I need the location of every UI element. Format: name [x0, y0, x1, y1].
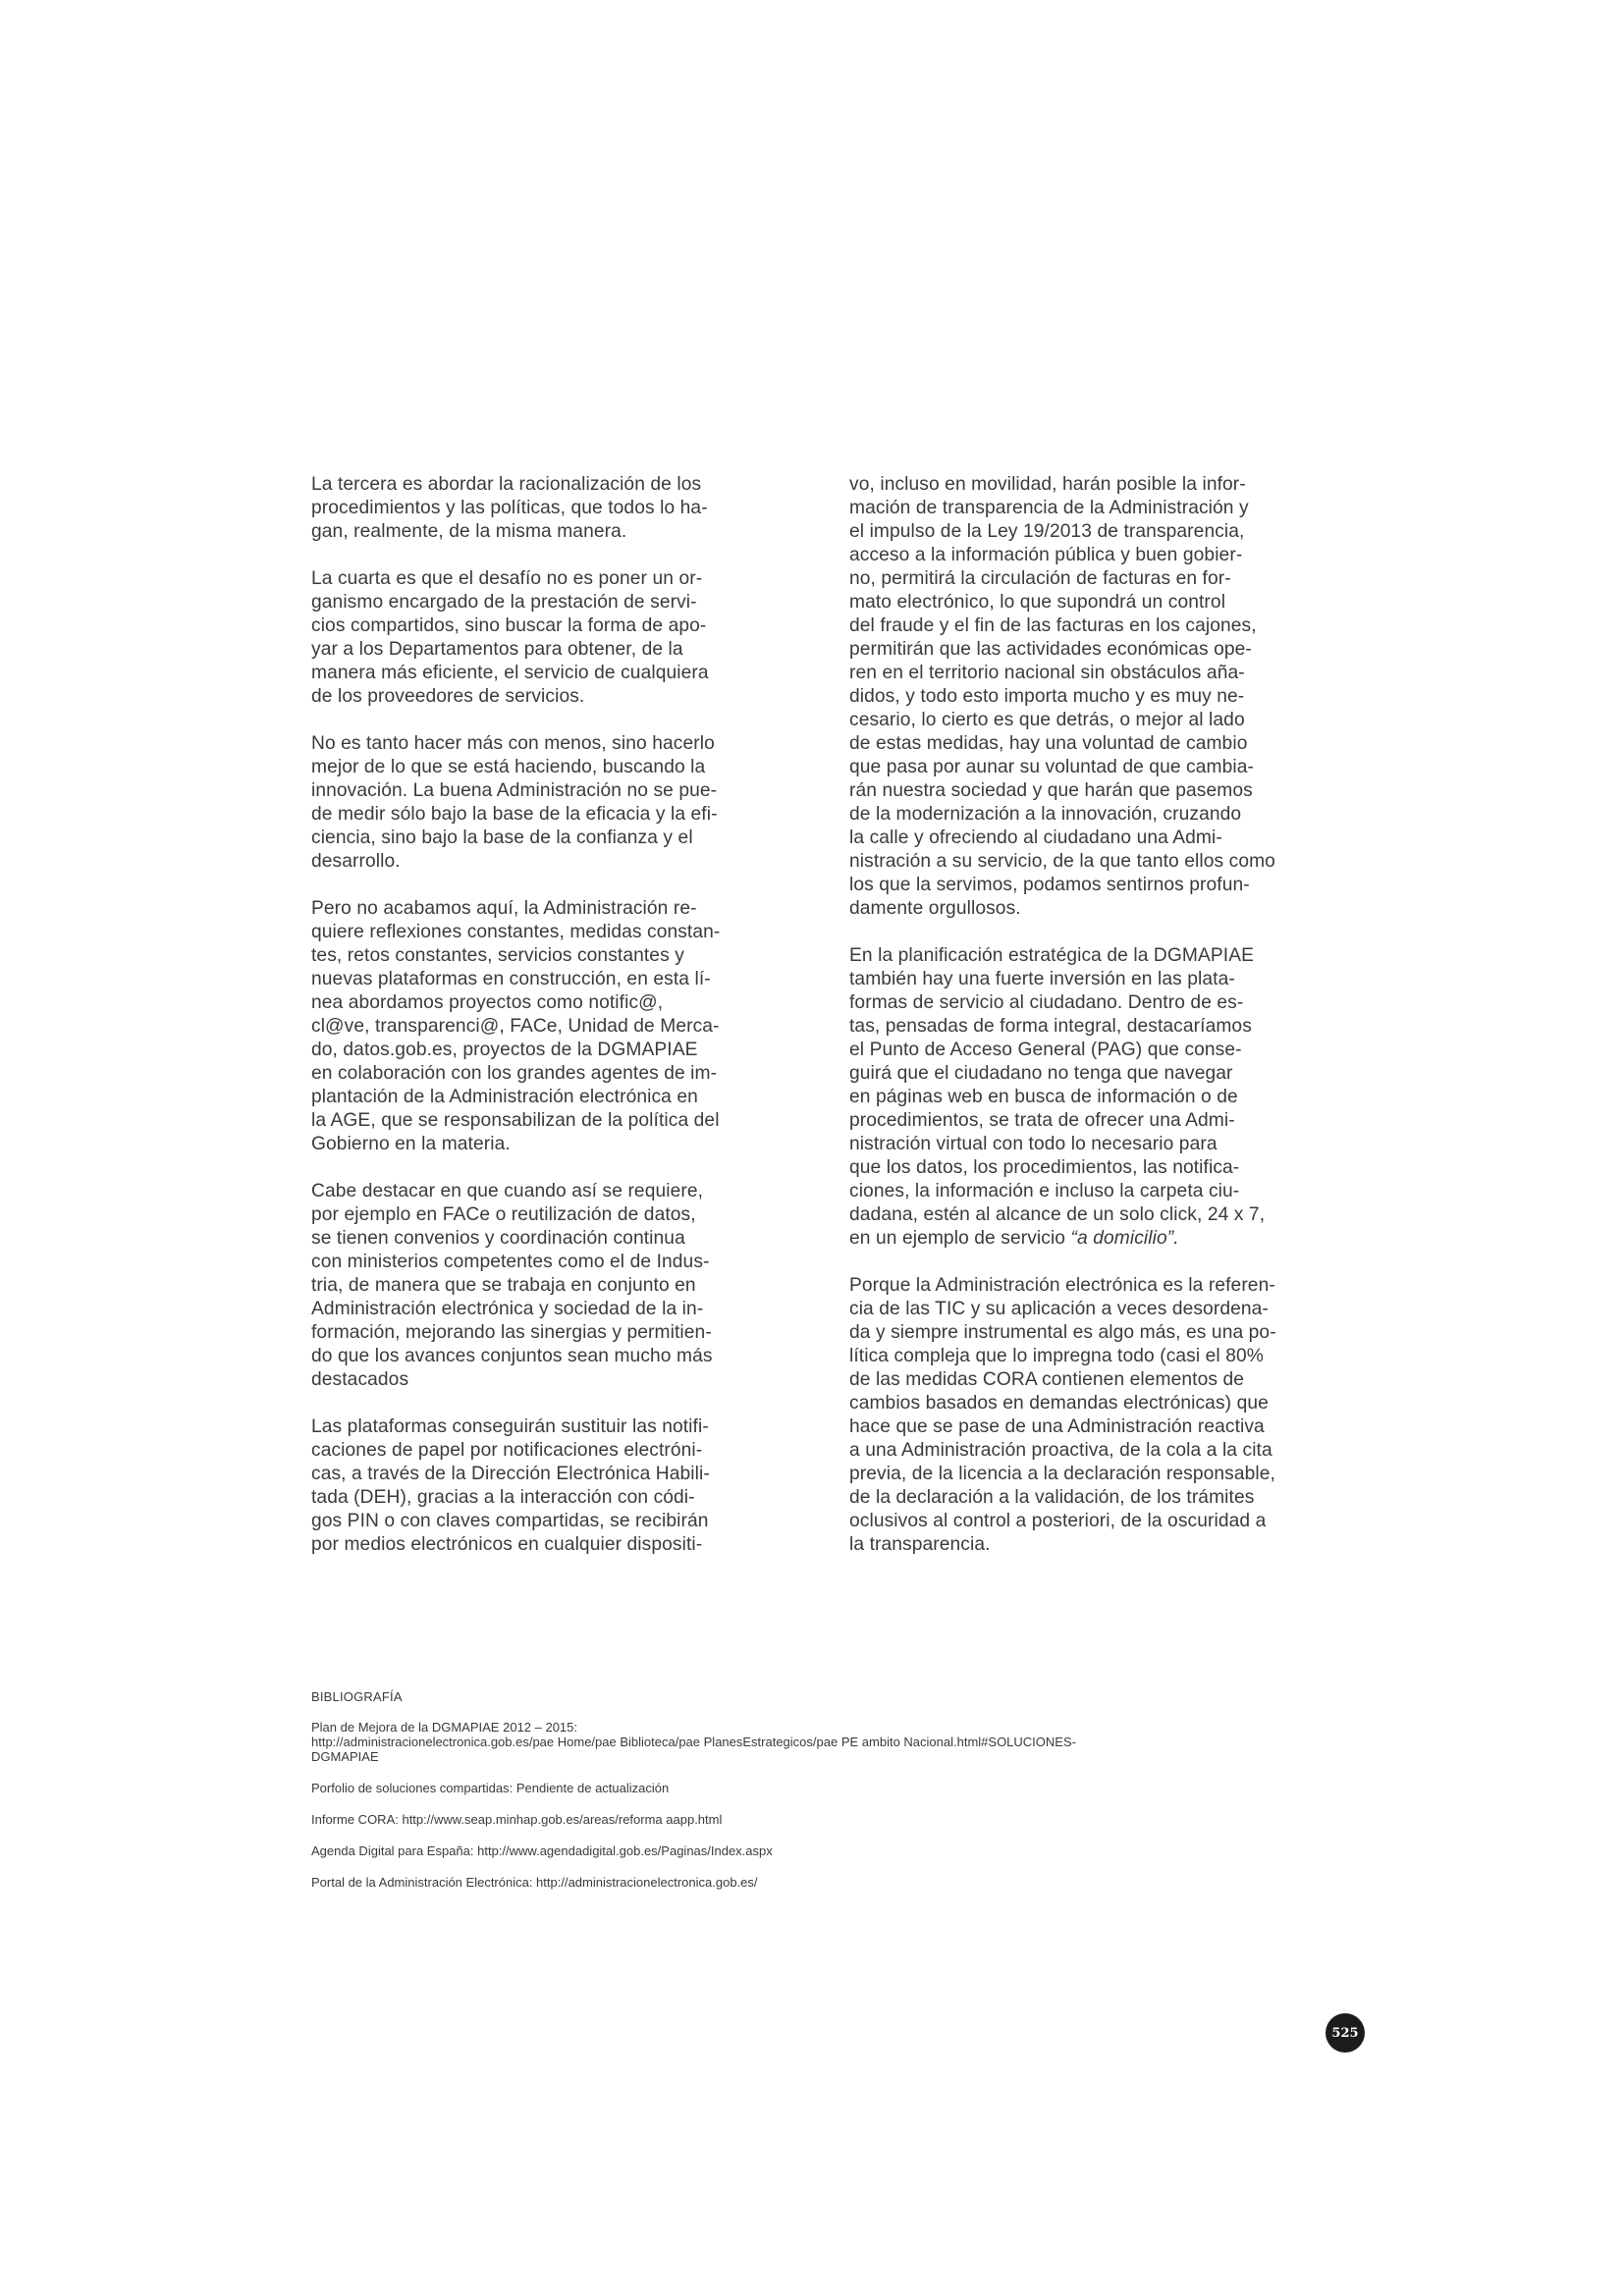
page-number-badge: 525 [1326, 2013, 1365, 2053]
paragraph-text: En la planificación estratégica de la DGMAPIAE también hay una fuerte inversión en las plata- formas de servicio al ciudadano. Dentro de es- tas, pensadas de forma integral, destacaríamos el Punto de Acceso General (PAG) que conse- guirá que el ciudadano no tenga que navegar en páginas web en busca de información o de procedimientos, se trata de ofrecer una Admi- nistración virtual con todo lo necesario para que los datos, los procedimientos, las notifica- ciones, la información e incluso la carpeta ciu- dadana, estén al alcance de un solo click, 24 x 7, en un ejemplo de servicio [849, 945, 1266, 1249]
emphasized-text: “a domicilio”. [1070, 1228, 1179, 1249]
paragraph [849, 944, 1330, 1251]
paragraph: La tercera es abordar la racionalización de los procedimientos y las políticas, que todos lo ha- gan, realmente, de la misma manera. [311, 474, 708, 542]
bibliography-entry: Informe CORA: http://www.seap.minhap.gob.es/areas/reforma aapp.html [311, 1812, 723, 1827]
bibliography-entry: Agenda Digital para España: http://www.agendadigital.gob.es/Paginas/Index.aspx [311, 1843, 773, 1858]
paragraph: No es tanto hacer más con menos, sino hacerlo mejor de lo que se está haciendo, buscando la innovación. La buena Administración no se pue- de medir sólo bajo la base de la eficacia y la efi- ciencia, sino bajo la base de la confianza y el desarrollo. [311, 733, 718, 872]
bibliography-section [311, 1689, 1332, 1906]
bibliography-entry: Plan de Mejora de la DGMAPIAE 2012 – 2015: http://administracionelectronica.gob.es/pae Home/pae Biblioteca/pae PlanesEstrategicos/pae PE ambito Nacional.html#SOLUCIONES- DGMAPIAE [311, 1720, 1076, 1764]
paragraph: Pero no acabamos aquí, la Administración re- quiere reflexiones constantes, medidas constan- tes, retos constantes, servicios constantes y nuevas plataformas en construcción, en esta lí- nea abordamos proyectos como notific@, cl@ve, transparenci@, FACe, Unidad de Merca- do, datos.gob.es, proyectos de la DGMAPIAE en colaboración con los grandes agentes de im- plantación de la Administración electrónica en la AGE, que se responsabilizan de la política del Gobierno en la materia. [311, 898, 721, 1154]
paragraph: La cuarta es que el desafío no es poner un or- ganismo encargado de la prestación de servi- cios compartidos, sino buscar la forma de apo- yar a los Departamentos para obtener, de la manera más eficiente, el servicio de cualquiera de los proveedores de servicios. [311, 568, 709, 707]
paragraph: Las plataformas conseguirán sustituir las notifi- caciones de papel por notificaciones electróni- cas, a través de la Dirección Electrónica Habili- tada (DEH), gracias a la interacción con códi- gos PIN o con claves compartidas, se recibirán por medios electrónicos en cualquier dispositi- [311, 1416, 710, 1555]
paragraph: Porque la Administración electrónica es la referen- cia de las TIC y su aplicación a veces desordena- da y siempre instrumental es algo más, es una po- lítica compleja que lo impregna todo (casi el 80% de las medidas CORA contienen elementos de cambios basados en demandas electrónicas) que hace que se pase de una Administración reactiva a una Administración proactiva, de la cola a la cita previa, de la licencia a la declaración responsable, de la declaración a la validación, de los trámites oclusivos al control a posteriori, de la oscuridad a la transparencia. [849, 1275, 1276, 1555]
bibliography-entry: Porfolio de soluciones compartidas: Pendiente de actualización [311, 1781, 670, 1795]
bibliography-entry: Portal de la Administración Electrónica: http://administracionelectronica.gob.es/ [311, 1875, 758, 1890]
bibliography-title: BIBLIOGRAFÍA [311, 1689, 403, 1704]
right-text-column [849, 473, 1330, 1580]
left-text-column [311, 473, 792, 1580]
paragraph: Cabe destacar en que cuando así se requiere, por ejemplo en FACe o reutilización de datos, se tienen convenios y coordinación continua con ministerios competentes como el de Indus- tria, de manera que se trabaja en conjunto en Administración electrónica y sociedad de la in- formación, mejorando las sinergias y permitien- do que los avances conjuntos sean mucho más destacados [311, 1181, 713, 1390]
paragraph: vo, incluso en movilidad, harán posible la infor- mación de transparencia de la Administración y el impulso de la Ley 19/2013 de transparencia, acceso a la información pública y buen gobier- no, permitirá la circulación de facturas en for- mato electrónico, lo que supondrá un control del fraude y el fin de las facturas en los cajones, permitirán que las actividades económicas ope- ren en el territorio nacional sin obstáculos aña- didos, y todo esto importa mucho y es muy ne- cesario, lo cierto es que detrás, o mejor al lado de estas medidas, hay una voluntad de cambio que pasa por aunar su voluntad de que cambia- rán nuestra sociedad y que harán que pasemos de la modernización a la innovación, cruzando la calle y ofreciendo al ciudadano una Admi- nistración a su servicio, de la que tanto ellos como los que la servimos, podamos sentirnos profun- damente orgullosos. [849, 474, 1275, 919]
